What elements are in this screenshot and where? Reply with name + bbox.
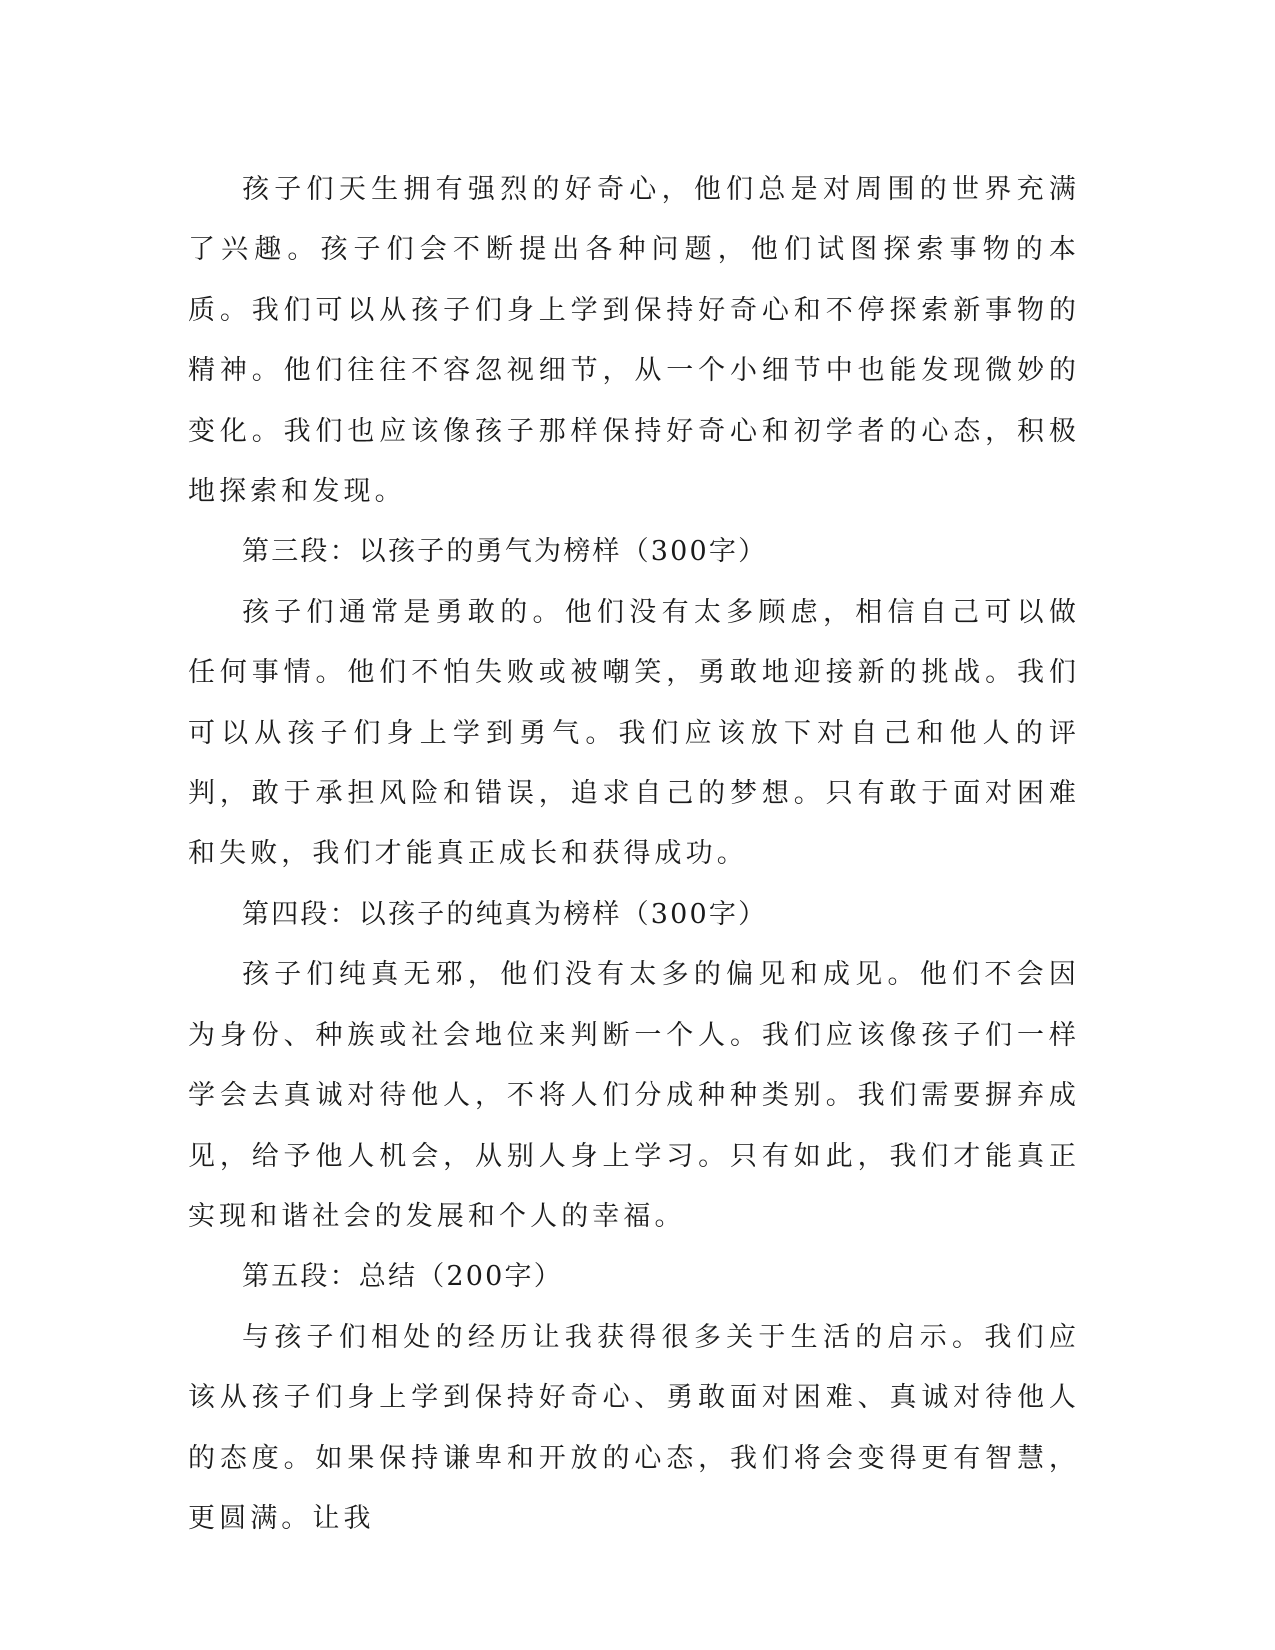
paragraph-summary: 与孩子们相处的经历让我获得很多关于生活的启示。我们应该从孩子们身上学到保持好奇心、勇敢面对困难、真诚对待他人的态度。如果保持谦卑和开放的心态，我们将会变得更有智慧，更圆满。让我 [188, 1321, 1080, 1534]
section-heading-courage: 第三段：以孩子的勇气为榜样（300字） [242, 536, 768, 568]
paragraph-courage: 孩子们通常是勇敢的。他们没有太多顾虑，相信自己可以做任何事情。他们不怕失败或被嘲笑，勇敢地迎接新的挑战。我们可以从孩子们身上学到勇气。我们应该放下对自己和他人的评判，敢于承担风险和错误，追求自己的梦想。只有敢于面对困难和失败，我们才能真正成长和获得成功。 [188, 596, 1080, 870]
section-heading-summary: 第五段：总结（200字） [242, 1261, 563, 1293]
paragraph-curiosity: 孩子们天生拥有强烈的好奇心，他们总是对周围的世界充满了兴趣。孩子们会不断提出各种问题，他们试图探索事物的本质。我们可以从孩子们身上学到保持好奇心和不停探索新事物的精神。他们往往不容忽视细节，从一个小细节中也能发现微妙的变化。我们也应该像孩子那样保持好奇心和初学者的心态，积极地探索和发现。 [188, 174, 1080, 508]
document-body [188, 160, 1080, 1549]
paragraph-innocence: 孩子们纯真无邪，他们没有太多的偏见和成见。他们不会因为身份、种族或社会地位来判断一个人。我们应该像孩子们一样学会去真诚对待他人，不将人们分成种种类别。我们需要摒弃成见，给予他人机会，从别人身上学习。只有如此，我们才能真正实现和谐社会的发展和个人的幸福。 [188, 959, 1080, 1232]
section-heading-innocence: 第四段：以孩子的纯真为榜样（300字） [242, 898, 768, 930]
